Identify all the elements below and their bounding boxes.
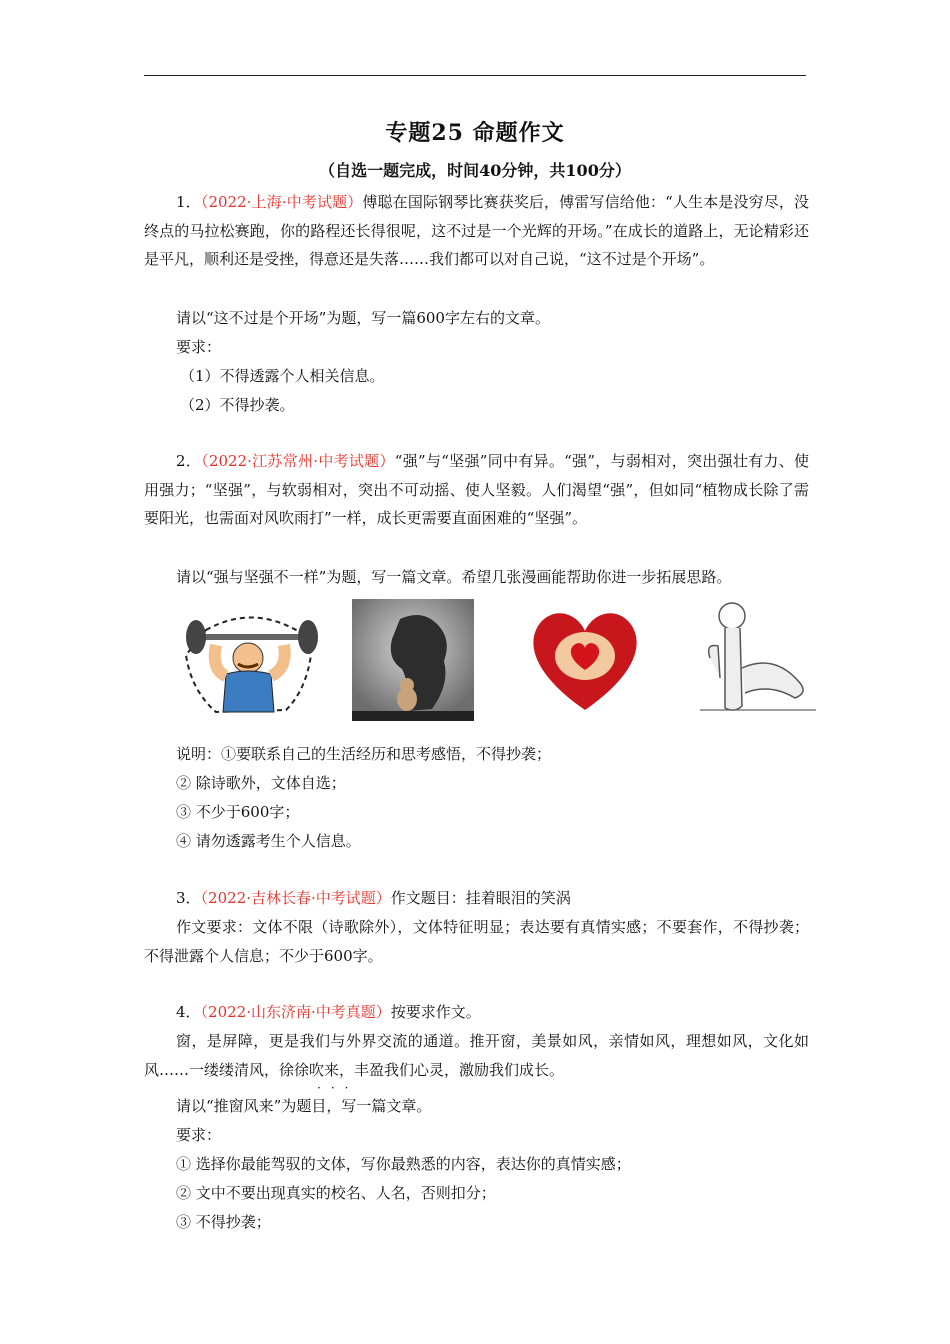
q2-paragraph — [144, 447, 809, 533]
q2-number: 2． — [176, 452, 202, 470]
q4-source: （2022·山东济南·中考真题） — [200, 1003, 391, 1021]
q4-req-3: ③ 不得抄袭； — [176, 1213, 271, 1231]
q1-source: （2022·上海·中考试题） — [200, 193, 363, 211]
q1-req-2: （2）不得抄袭。 — [180, 396, 295, 414]
q1-req-1: （1）不得透露个人相关信息。 — [180, 367, 385, 385]
q2-note-2: ② 除诗歌外，文体自选； — [176, 774, 346, 792]
q4-prompt: 请以“推窗风来”为题目，写一篇文章。 — [176, 1097, 432, 1115]
q4-req-label: 要求： — [176, 1126, 222, 1144]
q2-text: “强”与“坚强”同中有异。“强”，与弱相对，突出强壮有力、使用强力；“坚强”，与软弱相对，突出不可动摇、使人坚毅。人们渴望“强”，但如同“植物成长除了需要阳光，也需面对风吹雨打”一样，成长更需要直面困难的“坚强”。 — [144, 452, 810, 527]
q1-req-label: 要求： — [176, 338, 222, 356]
q3-source: （2022·吉林长春·中考试题） — [200, 889, 391, 907]
page-title: 专题25 命题作文 — [385, 120, 565, 146]
strongman-cartoon-image — [176, 600, 326, 722]
header-rule — [144, 75, 806, 76]
q1-text: 傅聪在国际钢琴比赛获奖后，傅雷写信给他：“人生本是没穷尽，没终点的马拉松赛跑，你的路程还长得很呢，这不过是一个光辉的开场。”在成长的道路上，无论精彩还是平凡，顺利还是受挫，得意还是失落……我们都可以对自己说，“这不过是个开场”。 — [144, 193, 810, 268]
q1-prompt: 请以“这不过是个开场”为题，写一篇600字左右的文章。 — [176, 309, 550, 327]
page-subtitle: （自选一题完成，时间40分钟，共100分） — [319, 161, 631, 180]
q4-number: 4． — [176, 1003, 201, 1021]
emphasis-dots: ··· — [317, 1081, 359, 1095]
q2-prompt: 请以“强与坚强不一样”为题，写一篇文章。希望几张漫画能帮助你进一步拓展思路。 — [176, 568, 732, 586]
q1-number: 1． — [176, 193, 201, 211]
q2-note-1: 说明：①要联系自己的生活经历和思考感悟，不得抄袭； — [176, 745, 552, 763]
q4-header — [144, 998, 481, 1026]
cactus-sketch-image — [690, 598, 826, 722]
q3-number: 3． — [176, 889, 201, 907]
q4-text: 按要求作文。 — [390, 1003, 481, 1021]
q3-header — [144, 884, 571, 912]
q3-text: 作文题目：挂着眼泪的笑涡 — [390, 889, 571, 907]
heart-hands-image — [526, 606, 644, 716]
q4-req-2: ② 文中不要出现真实的校名、人名，否则扣分； — [176, 1184, 496, 1202]
q3-requirement: 作文要求：文体不限（诗歌除外），文体特征明显；表达要有真情实感；不要套作，不得抄袭；不得泄露个人信息；不少于600字。 — [144, 918, 809, 965]
q2-note-3: ③ 不少于600字； — [176, 803, 300, 821]
q4-req-1: ① 选择你最能驾驭的文体，写你最熟悉的内容，表达你的真情实感； — [176, 1155, 631, 1173]
q2-note-4: ④ 请勿透露考生个人信息。 — [176, 832, 361, 850]
cat-lion-shadow-image — [352, 599, 474, 721]
q1-paragraph — [144, 188, 809, 274]
q2-source: （2022·江苏常州·中考试题） — [201, 452, 395, 470]
q4-body: 窗，是屏障，更是我们与外界交流的通道。推开窗，美景如风，亲情如风，理想如风，文化如风……一缕缕清风，徐徐吹来，丰盈我们心灵，激励我们成长。 — [144, 1032, 809, 1079]
